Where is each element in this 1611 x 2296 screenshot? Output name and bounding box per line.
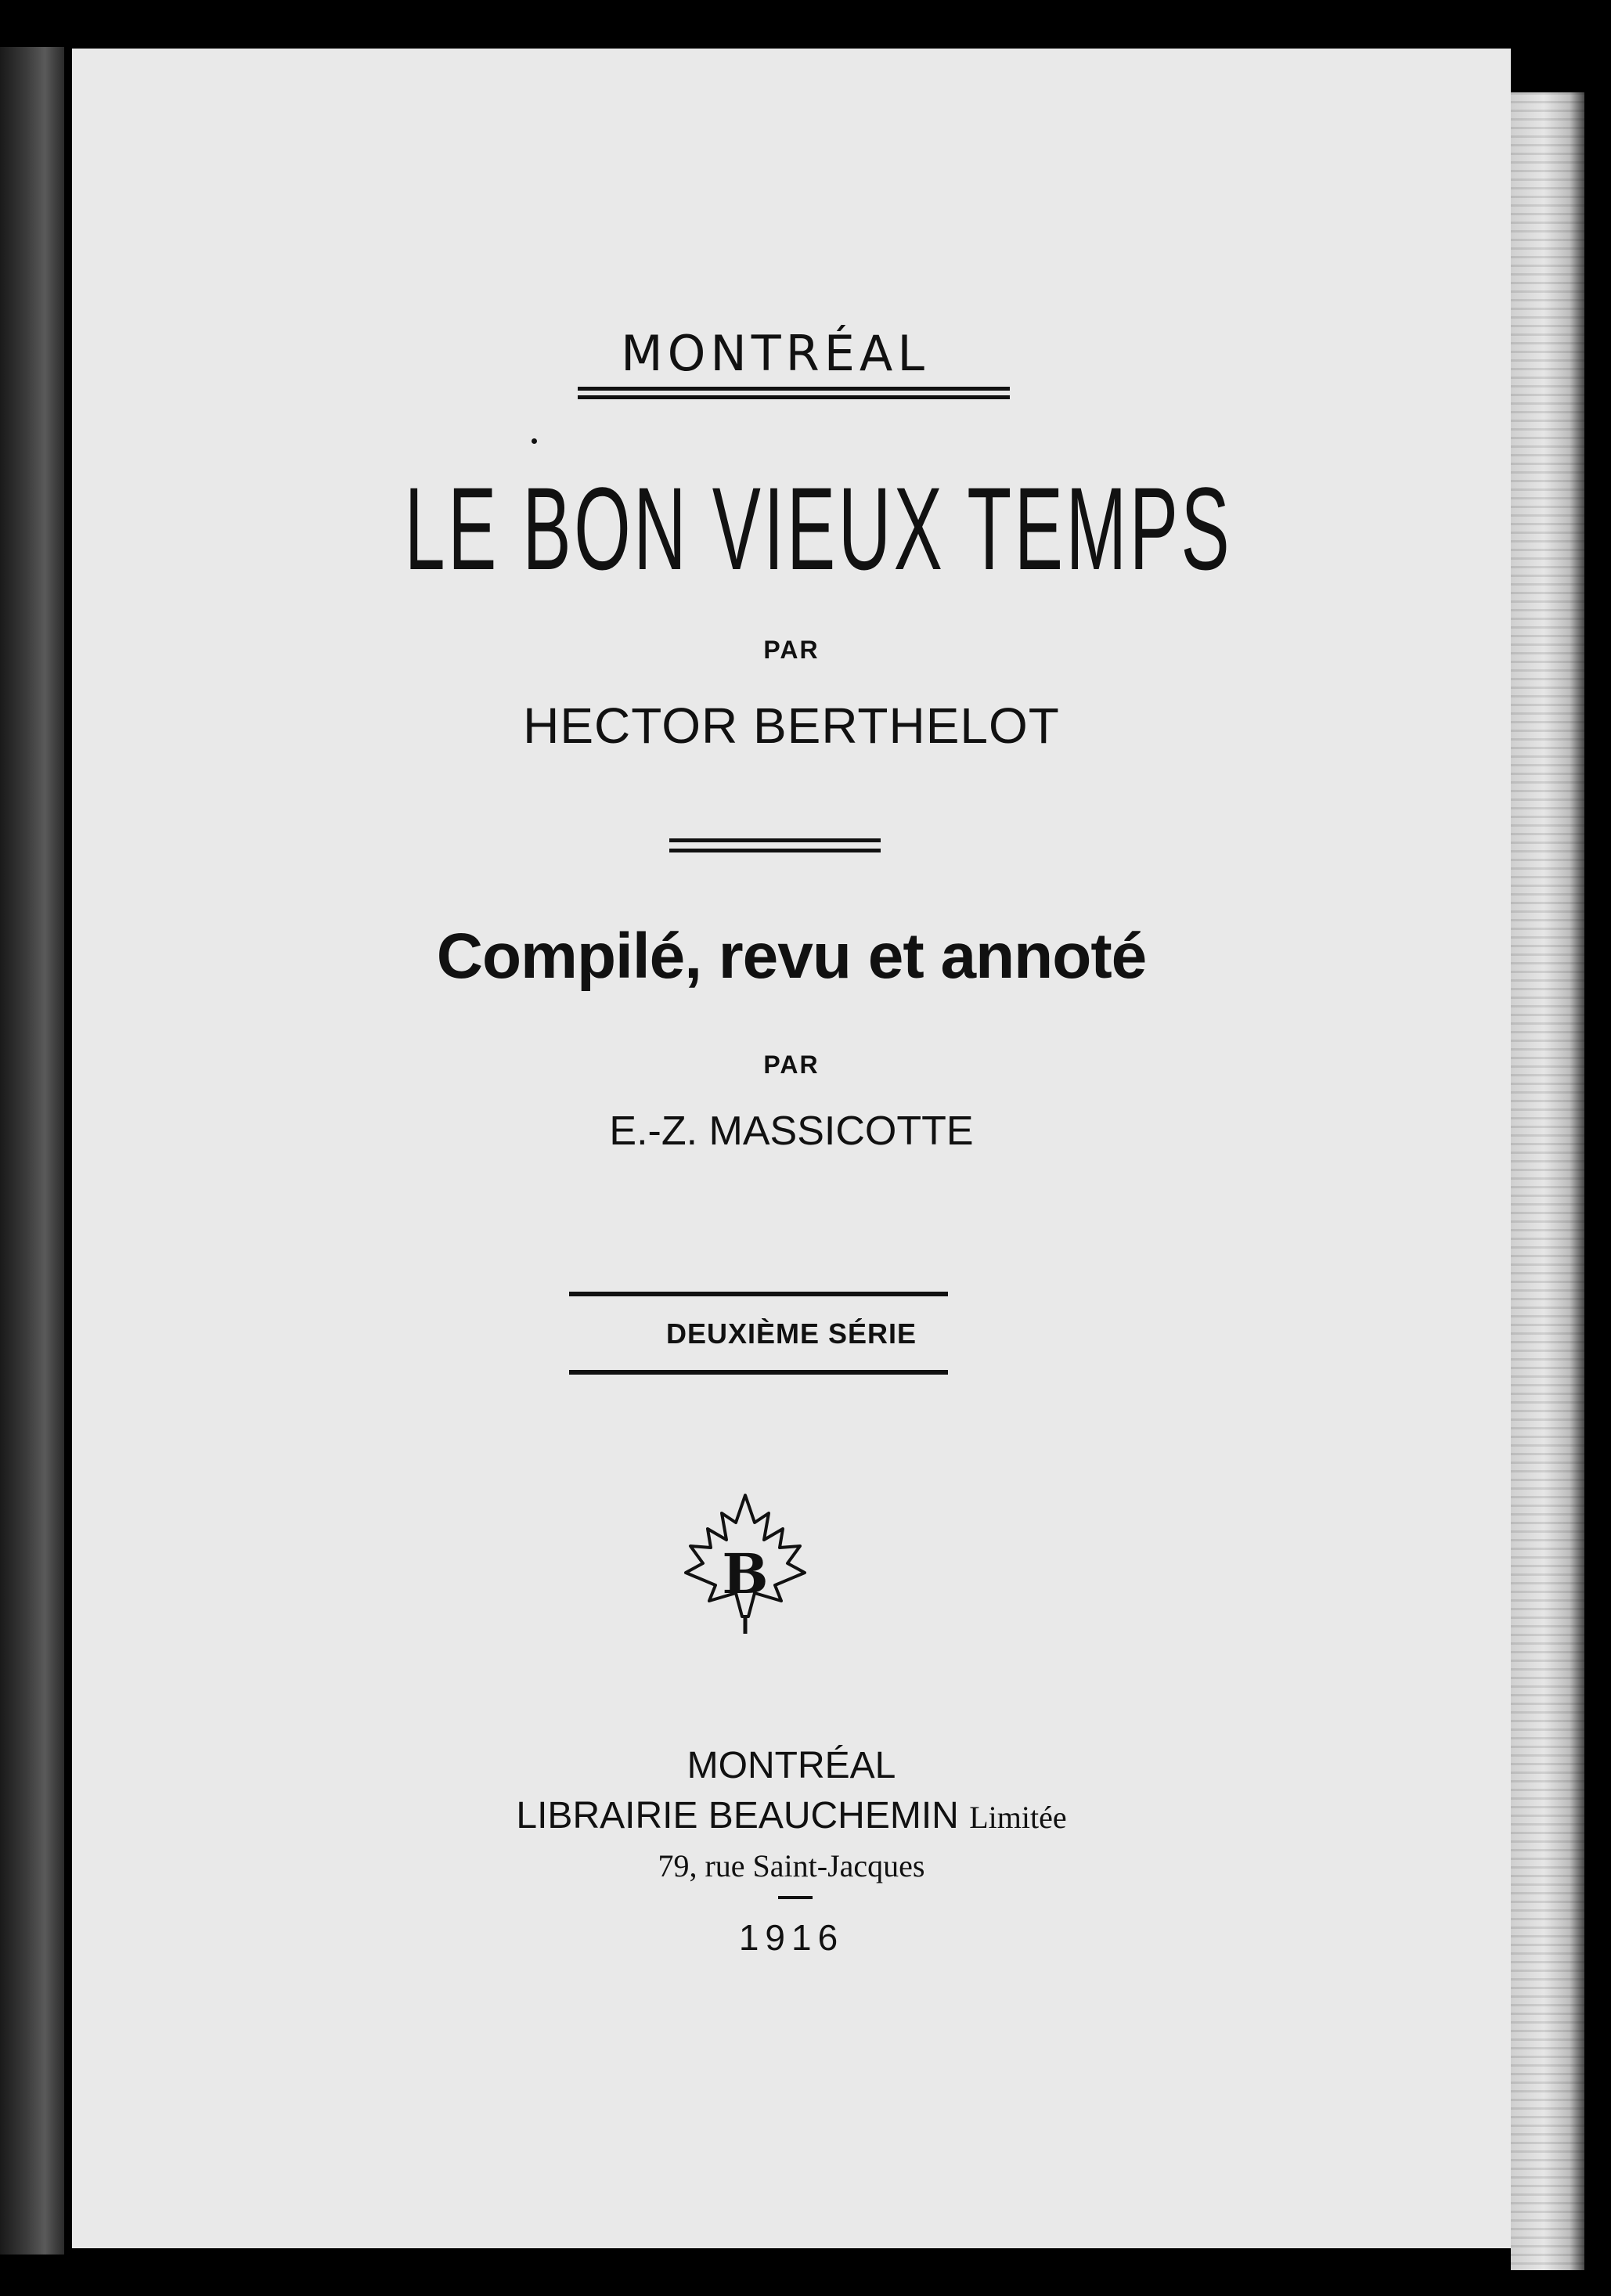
editor-name: E.-Z. MASSICOTTE bbox=[609, 1108, 974, 1154]
header-rule-top bbox=[578, 387, 1010, 391]
header-rule-bottom bbox=[578, 395, 1010, 399]
author-name: HECTOR BERTHELOT bbox=[523, 697, 1060, 754]
book-title: LE BON VIEUX TEMPS bbox=[404, 463, 1233, 594]
series-rule-bottom bbox=[569, 1370, 948, 1375]
dot-mark bbox=[532, 438, 537, 444]
imprint-city: MONTRÉAL bbox=[687, 1745, 896, 1786]
imprint-publisher-line bbox=[72, 1794, 1511, 1837]
year-dash bbox=[778, 1896, 813, 1899]
editorial-credit: Compilé, revu et annoté bbox=[436, 921, 1147, 992]
by-label-editor: PAR bbox=[763, 1051, 820, 1079]
divider-top bbox=[669, 838, 881, 842]
emblem-letter: B bbox=[722, 1541, 769, 1606]
publisher-address: 79, rue Saint-Jacques bbox=[658, 1848, 925, 1883]
divider-bottom bbox=[669, 849, 881, 852]
adjacent-page-edge bbox=[0, 47, 64, 2255]
publisher-suffix: Limitée bbox=[969, 1800, 1067, 1835]
publisher-name: LIBRAIRIE BEAUCHEMIN bbox=[516, 1795, 959, 1836]
series-rule-top bbox=[569, 1292, 948, 1296]
page-stack-edge bbox=[1511, 92, 1584, 2270]
series-label: DEUXIÈME SÉRIE bbox=[665, 1317, 917, 1350]
maple-leaf-icon bbox=[683, 1491, 808, 1636]
by-label-author: PAR bbox=[763, 636, 820, 664]
header-city: MONTRÉAL bbox=[621, 325, 929, 382]
publication-year: 1916 bbox=[738, 1917, 845, 1958]
